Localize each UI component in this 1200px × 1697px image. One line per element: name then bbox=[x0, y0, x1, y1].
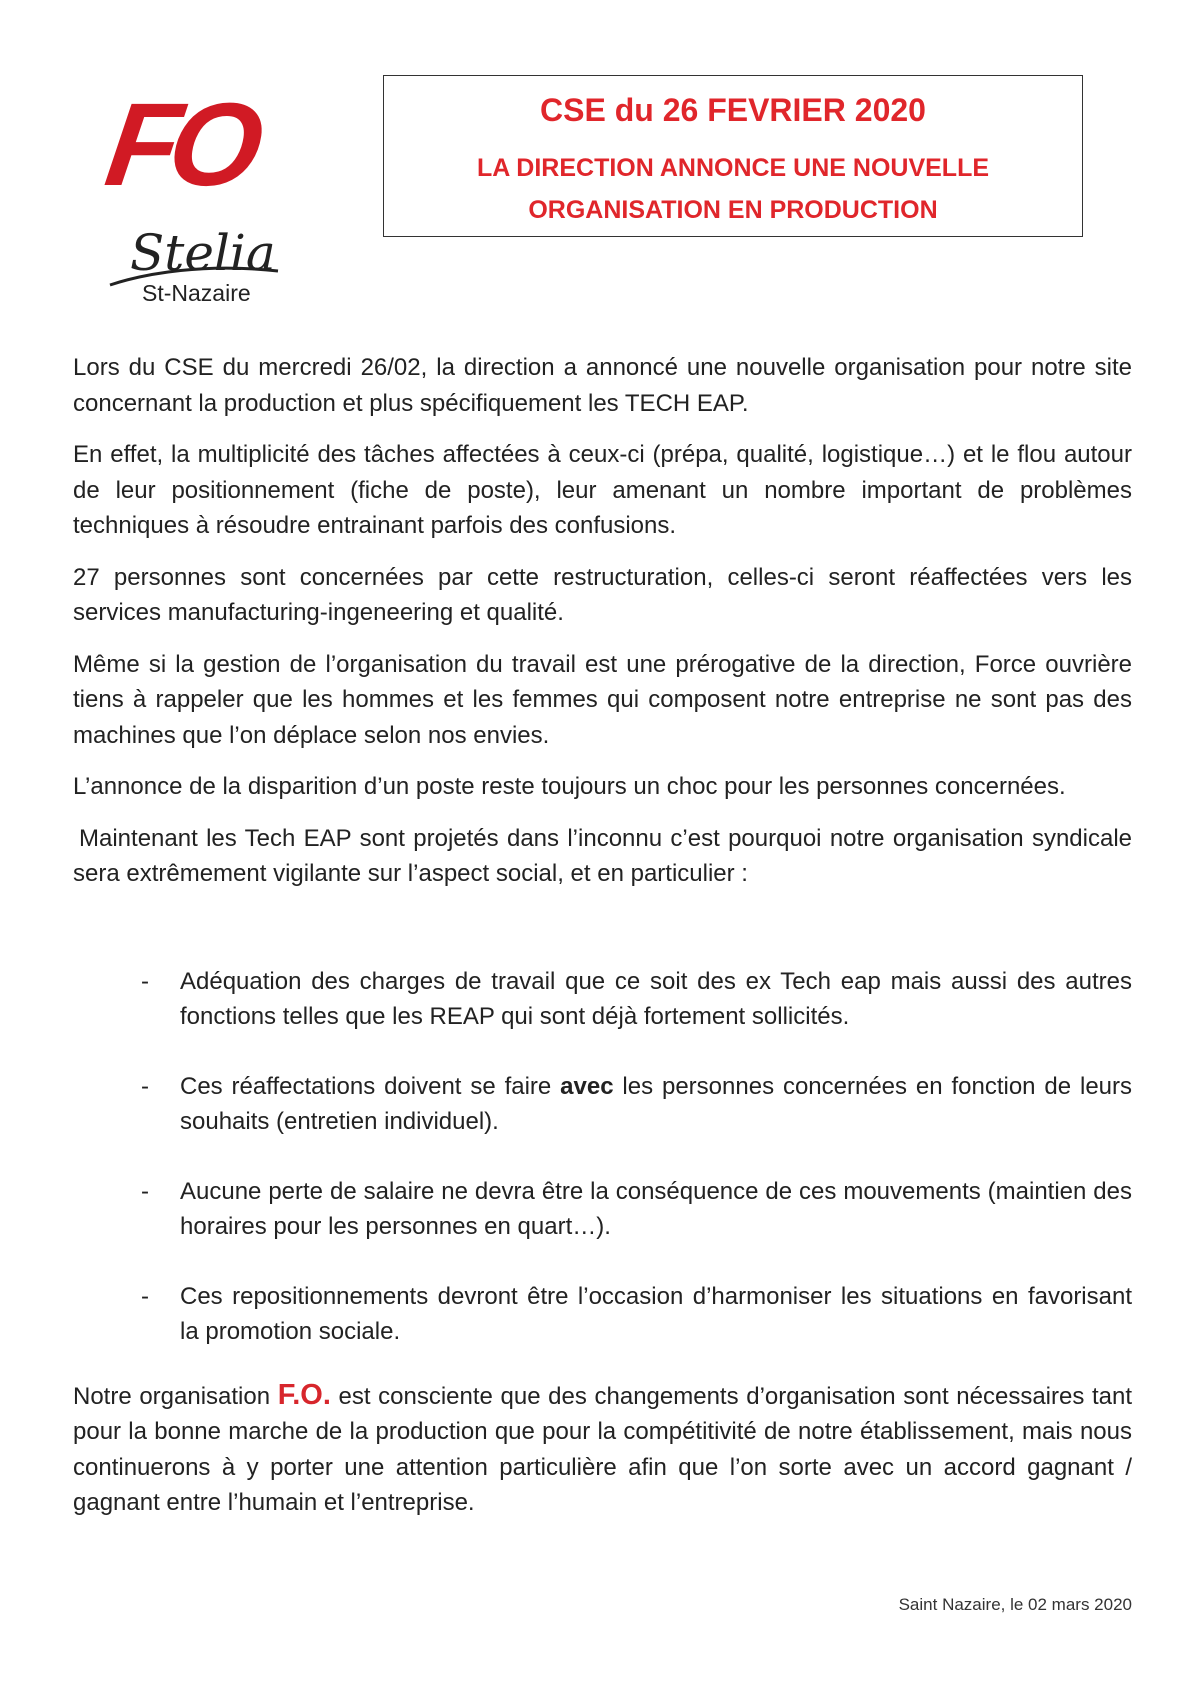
list-item-text: Aucune perte de salaire ne devra être la conséquence de ces mouvements (maintien des horaires pour les personnes en quart…). bbox=[180, 1177, 1132, 1240]
list-item bbox=[73, 964, 1132, 1035]
list-item-text: Adéquation des charges de travail que ce soit des ex Tech eap mais aussi des autres fonctions telles que les REAP qui sont déjà fortement sollicités. bbox=[180, 967, 1132, 1030]
dash-bullet: - bbox=[141, 1177, 149, 1205]
list-item-text-start: Ces réaffectations doivent se faire bbox=[180, 1072, 561, 1100]
signature-date: Saint Nazaire, le 02 mars 2020 bbox=[898, 1595, 1132, 1614]
demands-list bbox=[73, 964, 1132, 1350]
dash-bullet: - bbox=[141, 1072, 149, 1100]
dash-bullet: - bbox=[141, 967, 149, 995]
closing-paragraph bbox=[73, 1378, 1132, 1521]
list-item bbox=[73, 1069, 1132, 1140]
fo-stelia-logo bbox=[100, 78, 280, 308]
logo-city-text: St-Nazaire bbox=[142, 280, 251, 306]
subtitle-line-1: LA DIRECTION ANNONCE UNE NOUVELLE bbox=[476, 154, 990, 182]
list-item-bold-word: avec bbox=[560, 1072, 614, 1100]
closing-text-end: est consciente que des changements d’organisation sont nécessaires tant pour la bonne marche de la production que pour la compétitivité de notre établissement, mais nous continuerons à y porter une attention particulière afin que l’on sorte avec un accord gagnant / gagnant entre l’humain et l’entreprise. bbox=[73, 1382, 1132, 1516]
logo-fo-text: FO bbox=[98, 79, 262, 211]
logo-stelia-text: Stelia bbox=[130, 224, 276, 282]
dash-bullet: - bbox=[141, 1282, 149, 1310]
paragraph-4: Même si la gestion de l’organisation du travail est une prérogative de la direction, Force ouvrière tiens à rappeler que les hommes et les femmes qui composent notre entreprise ne sont pas des machines que l’on déplace selon nos envies. bbox=[73, 650, 1132, 749]
title-box bbox=[383, 75, 1083, 237]
document-body bbox=[73, 350, 1132, 1537]
list-item-text: Ces repositionnements devront être l’occasion d’harmoniser les situations en favorisant la promotion sociale. bbox=[180, 1282, 1132, 1345]
list-item bbox=[73, 1174, 1132, 1245]
subtitle-line-2: ORGANISATION EN PRODUCTION bbox=[528, 196, 938, 224]
page-subtitle bbox=[384, 147, 1082, 231]
list-item-text-end: les personnes concernées en fonction de leurs souhaits (entretien individuel). bbox=[180, 1072, 1133, 1135]
paragraph-2: En effet, la multiplicité des tâches affectées à ceux-ci (prépa, qualité, logistique…) et le flou autour de leur positionnement (fiche de poste), leur amenant un nombre important de problèmes techniques à résoudre entrainant parfois des confusions. bbox=[73, 441, 1132, 539]
paragraph-3: 27 personnes sont concernées par cette restructuration, celles-ci seront réaffectées vers les services manufacturing-ingeneering et qualité. bbox=[73, 563, 1132, 626]
fo-inline-mark: F.O. bbox=[277, 1378, 331, 1411]
list-item bbox=[73, 1279, 1132, 1350]
paragraph-1: Lors du CSE du mercredi 26/02, la direction a annoncé une nouvelle organisation pour notre site concernant la production et plus spécifiquement les TECH EAP. bbox=[73, 354, 1132, 417]
closing-text-start: Notre organisation bbox=[73, 1382, 278, 1410]
paragraph-6: Maintenant les Tech EAP sont projetés dans l’inconnu c’est pourquoi notre organisation syndicale sera extrêmement vigilante sur l’aspect social, et en particulier : bbox=[73, 824, 1132, 887]
page-title: CSE du 26 FEVRIER 2020 bbox=[540, 92, 926, 128]
paragraph-5: L’annonce de la disparition d’un poste reste toujours un choc pour les personnes concernées. bbox=[73, 773, 1066, 800]
